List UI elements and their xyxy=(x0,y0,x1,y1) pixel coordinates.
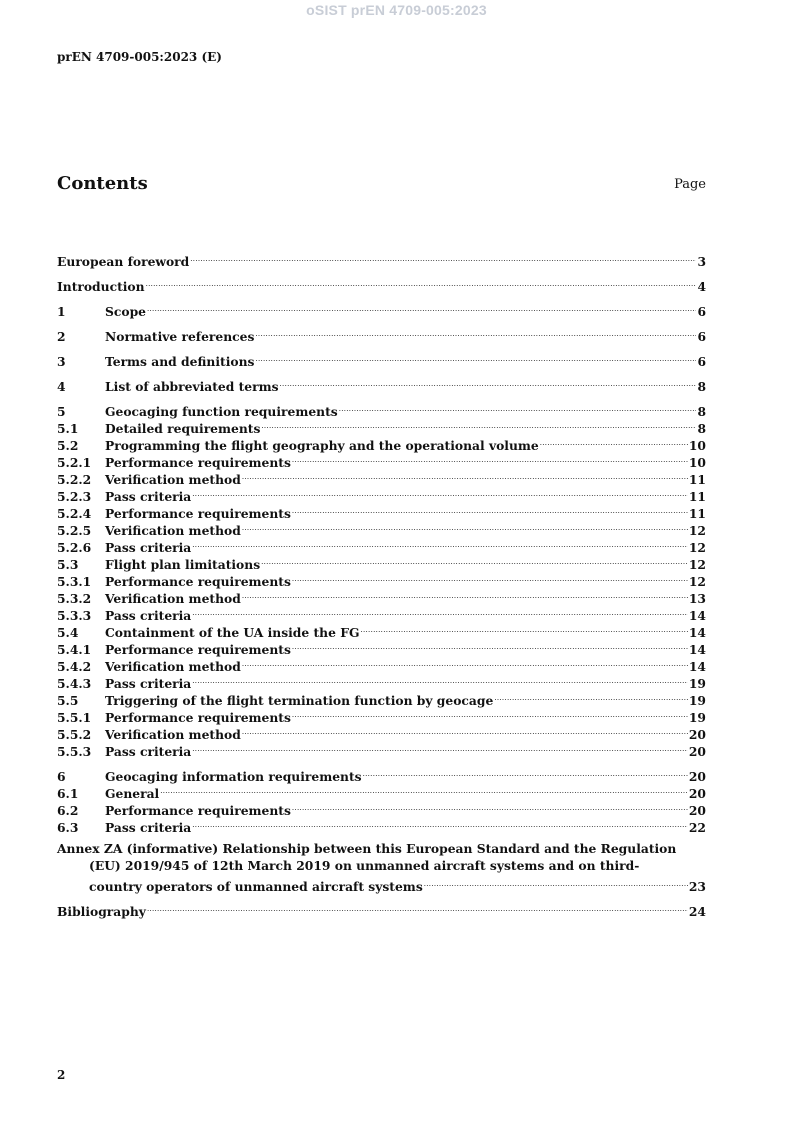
toc-leader xyxy=(292,637,688,654)
toc-entry-title: Pass criteria xyxy=(105,744,192,759)
toc-entry-page: 4 xyxy=(697,279,706,294)
toc-leader xyxy=(255,349,696,366)
toc-entry-title: Pass criteria xyxy=(105,540,192,555)
toc-entry[interactable] xyxy=(57,349,706,369)
toc-entry-title: General xyxy=(105,786,160,801)
toc-entry-number: 5.2.1 xyxy=(57,455,92,470)
toc-entry-title: Verification method xyxy=(105,591,241,606)
toc-entry-title: European foreword xyxy=(57,254,190,269)
toc-entry-page: 14 xyxy=(688,659,706,674)
toc-entry-page: 14 xyxy=(688,608,706,623)
toc-entry-page: 22 xyxy=(688,820,706,835)
toc-entry-number: 5.3.3 xyxy=(57,608,92,623)
toc-entry-number: 5.5.1 xyxy=(57,710,92,725)
toc-entry-page: 8 xyxy=(697,404,706,419)
toc-entry-number: 5.5.2 xyxy=(57,727,92,742)
toc-leader xyxy=(192,815,688,832)
toc-entry-number: 5.4.3 xyxy=(57,676,92,691)
toc-entry-title: List of abbreviated terms xyxy=(105,379,279,394)
toc-entry[interactable] xyxy=(57,274,706,294)
toc-entry-number: 5.2.6 xyxy=(57,540,92,555)
toc-entry-page: 20 xyxy=(688,744,706,759)
toc-entry-title: Verification method xyxy=(105,472,241,487)
watermark: oSIST prEN 4709-005:2023 xyxy=(306,2,487,18)
toc-entry[interactable] xyxy=(57,299,706,319)
toc-entry-title: Pass criteria xyxy=(105,820,192,835)
toc-leader xyxy=(192,484,688,501)
toc-entry-page: 14 xyxy=(688,625,706,640)
toc-entry-page: 6 xyxy=(697,329,706,344)
toc-leader xyxy=(292,705,688,722)
toc-entry-page: 12 xyxy=(688,523,706,538)
toc-entry-number: 5.4.1 xyxy=(57,642,92,657)
toc-entry-title: Verification method xyxy=(105,659,241,674)
toc-entry-number: 5.4.2 xyxy=(57,659,92,674)
toc-entry-number: 5.3.1 xyxy=(57,574,92,589)
toc-leader xyxy=(192,603,688,620)
toc-entry-number: 3 xyxy=(57,354,66,369)
toc-entry-page: 24 xyxy=(688,904,706,919)
toc-entry-page: 11 xyxy=(688,506,706,521)
toc-leader xyxy=(494,688,688,705)
toc-entry-number: 1 xyxy=(57,304,66,319)
toc-leader xyxy=(192,535,688,552)
toc-entry-number: 5.2.4 xyxy=(57,506,92,521)
toc-leader xyxy=(242,722,688,739)
toc-entry-number: 5.2.5 xyxy=(57,523,92,538)
toc-entry-page: 12 xyxy=(688,540,706,555)
toc-entry-page: 6 xyxy=(697,354,706,369)
toc-entry-number: 6.2 xyxy=(57,803,79,818)
toc-entry-title: Introduction xyxy=(57,279,145,294)
toc-entry-title: Bibliography xyxy=(57,904,146,919)
toc-entry-number: 5.5 xyxy=(57,693,79,708)
toc-entry-page: 23 xyxy=(688,879,706,894)
toc-entry[interactable] xyxy=(57,374,706,394)
toc-entry-title: Detailed requirements xyxy=(105,421,261,436)
toc-leader xyxy=(242,467,688,484)
toc-leader xyxy=(242,654,688,671)
toc-leader xyxy=(280,374,697,391)
toc-leader xyxy=(190,249,696,266)
toc-entry-page: 19 xyxy=(688,693,706,708)
toc-entry-number: 5 xyxy=(57,404,66,419)
toc-entry-title: Performance requirements xyxy=(105,574,291,589)
toc-leader xyxy=(363,764,688,781)
toc-entry-page: 20 xyxy=(688,803,706,818)
contents-heading: Contents xyxy=(57,173,148,194)
toc-entry-annex-za[interactable] xyxy=(57,840,706,894)
toc-leader xyxy=(146,274,697,291)
toc-leader xyxy=(192,671,688,688)
toc-entry-number: 5.1 xyxy=(57,421,79,436)
toc-entry-page: 10 xyxy=(688,455,706,470)
toc-entry-title: Scope xyxy=(105,304,146,319)
document-id-header: prEN 4709-005:2023 (E) xyxy=(57,50,222,64)
table-of-contents xyxy=(57,249,706,919)
toc-entry-page: 19 xyxy=(688,710,706,725)
annex-title-line-1: Annex ZA (informative) Relationship between this European Standard and the Regulation xyxy=(57,841,677,856)
toc-entry-title: Performance requirements xyxy=(105,710,291,725)
toc-entry-page: 20 xyxy=(688,786,706,801)
toc-leader xyxy=(261,552,688,569)
toc-leader xyxy=(360,620,687,637)
toc-entry-number: 5.2 xyxy=(57,438,79,453)
toc-entry-number: 5.3 xyxy=(57,557,79,572)
toc-entry-title: Pass criteria xyxy=(105,608,192,623)
toc-entry-title: Containment of the UA inside the FG xyxy=(105,625,360,640)
toc-entry-title: Geocaging information requirements xyxy=(105,769,362,784)
toc-entry-title: Performance requirements xyxy=(105,506,291,521)
toc-entry-number: 5.3.2 xyxy=(57,591,92,606)
toc-entry-title: Pass criteria xyxy=(105,489,192,504)
annex-title-line-2: (EU) 2019/945 of 12th March 2019 on unmanned aircraft systems and on third- xyxy=(89,858,640,873)
toc-entry-page: 8 xyxy=(697,379,706,394)
toc-entry-number: 5.5.3 xyxy=(57,744,92,759)
toc-entry-number: 5.4 xyxy=(57,625,79,640)
toc-entry-page: 11 xyxy=(688,472,706,487)
toc-entry-number: 6.3 xyxy=(57,820,79,835)
toc-entry-title: Flight plan limitations xyxy=(105,557,261,572)
toc-leader xyxy=(292,501,688,518)
page-column-label: Page xyxy=(674,177,706,192)
toc-leader xyxy=(339,399,697,416)
toc-entry[interactable] xyxy=(57,324,706,344)
toc-entry-page: 12 xyxy=(688,557,706,572)
toc-leader xyxy=(292,569,688,586)
toc-entry-page: 19 xyxy=(688,676,706,691)
toc-leader xyxy=(147,899,688,916)
toc-entry[interactable] xyxy=(57,764,706,784)
toc-entry[interactable] xyxy=(57,249,706,269)
toc-entry-page: 14 xyxy=(688,642,706,657)
toc-entry-number: 2 xyxy=(57,329,66,344)
toc-entry-title: Performance requirements xyxy=(105,803,291,818)
toc-leader xyxy=(424,874,688,891)
annex-title-line-3: country operators of unmanned aircraft systems xyxy=(89,879,423,894)
toc-entry-page: 8 xyxy=(697,421,706,436)
toc-leader xyxy=(192,739,688,756)
toc-entry-page: 6 xyxy=(697,304,706,319)
toc-entry-page: 13 xyxy=(688,591,706,606)
toc-entry-title: Normative references xyxy=(105,329,255,344)
toc-entry-title: Geocaging function requirements xyxy=(105,404,338,419)
toc-entry-page: 11 xyxy=(688,489,706,504)
toc-entry-title: Pass criteria xyxy=(105,676,192,691)
toc-entry-title: Verification method xyxy=(105,523,241,538)
toc-entry-number: 4 xyxy=(57,379,66,394)
toc-leader xyxy=(160,781,688,798)
toc-entry-title: Triggering of the flight termination function by geocage xyxy=(105,693,494,708)
toc-entry-page: 3 xyxy=(697,254,706,269)
toc-entry-title: Terms and definitions xyxy=(105,354,255,369)
toc-leader xyxy=(255,324,696,341)
toc-entry-page: 10 xyxy=(688,438,706,453)
toc-entry-number: 6 xyxy=(57,769,66,784)
toc-entry[interactable] xyxy=(57,399,706,419)
toc-leader xyxy=(540,433,688,450)
annex-last-line xyxy=(57,874,706,894)
toc-entry-number: 5.2.3 xyxy=(57,489,92,504)
toc-leader xyxy=(147,299,696,316)
toc-entry-title: Programming the flight geography and the operational volume xyxy=(105,438,539,453)
toc-leader xyxy=(292,450,688,467)
toc-entry-title: Performance requirements xyxy=(105,455,291,470)
toc-leader xyxy=(242,586,688,603)
toc-entry-page: 12 xyxy=(688,574,706,589)
toc-entry-page: 20 xyxy=(688,727,706,742)
toc-entry-page: 20 xyxy=(688,769,706,784)
toc-entry-number: 5.2.2 xyxy=(57,472,92,487)
toc-leader xyxy=(292,798,688,815)
toc-leader xyxy=(242,518,688,535)
toc-entry-title: Verification method xyxy=(105,727,241,742)
page-number: 2 xyxy=(57,1068,66,1082)
toc-entry-bibliography[interactable] xyxy=(57,899,706,919)
toc-entry-number: 6.1 xyxy=(57,786,79,801)
toc-entry-title: Performance requirements xyxy=(105,642,291,657)
toc-leader xyxy=(261,416,696,433)
